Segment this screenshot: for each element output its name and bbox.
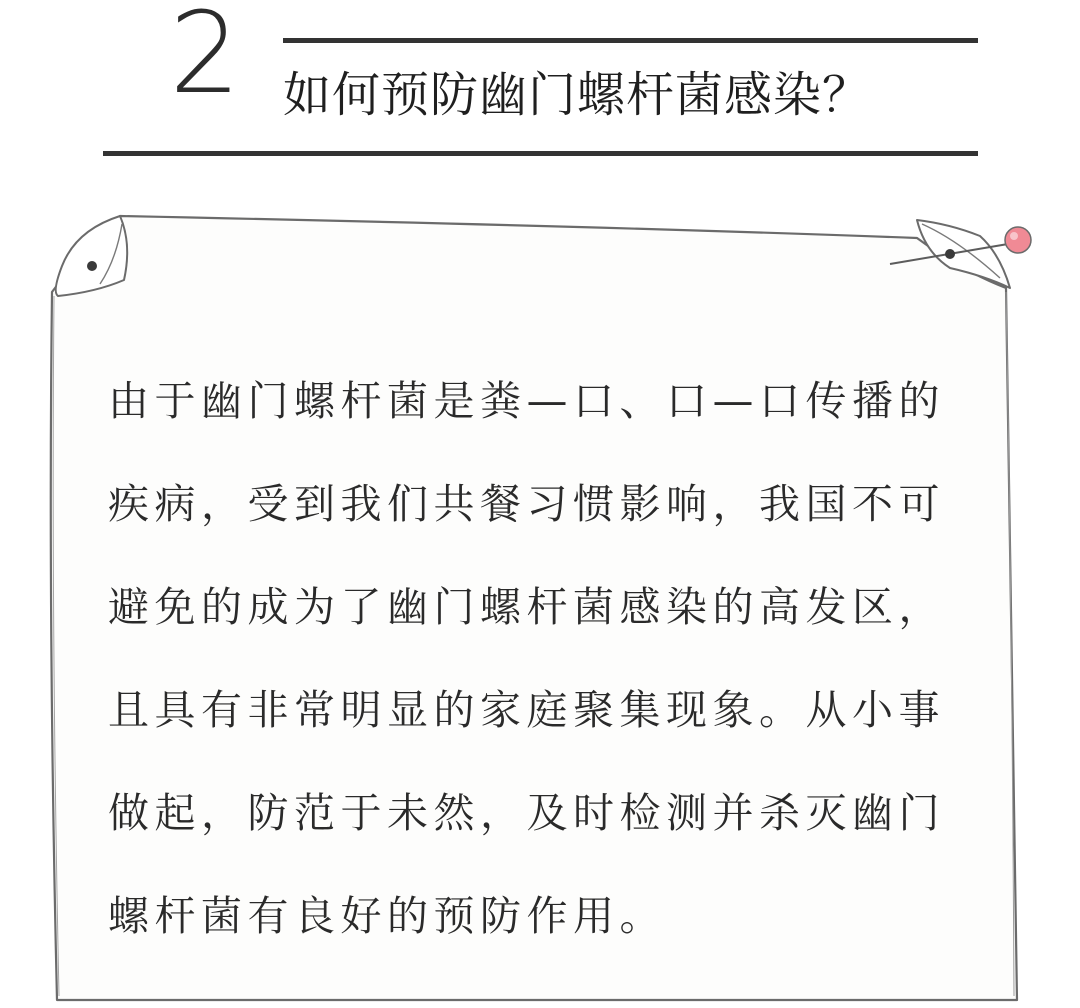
note-line: 避免的成为了幽门螺杆菌感染的高发区， [108, 583, 945, 631]
note-line: 疾病，受到我们共餐习惯影响，我国不可 [108, 480, 945, 528]
note-body-text [108, 350, 988, 968]
note-left-hole [87, 261, 97, 271]
section-title: 如何预防幽门螺杆菌感染？ [283, 67, 872, 123]
header-bottom-rule [103, 151, 978, 156]
note-line: 螺杆菌有良好的预防作用。 [108, 892, 666, 940]
note-left-curl [56, 216, 127, 296]
pin-head-icon [1005, 227, 1031, 253]
note-line: 且具有非常明显的家庭聚集现象。从小事 [108, 686, 945, 734]
note-right-hole [945, 249, 955, 259]
header-top-rule [283, 38, 978, 43]
note-line: 由于幽门螺杆菌是粪—口、口—口传播的 [108, 377, 945, 425]
note-line: 做起，防范于未然，及时检测并杀灭幽门 [108, 789, 945, 837]
section-number: 2 [169, 0, 241, 119]
